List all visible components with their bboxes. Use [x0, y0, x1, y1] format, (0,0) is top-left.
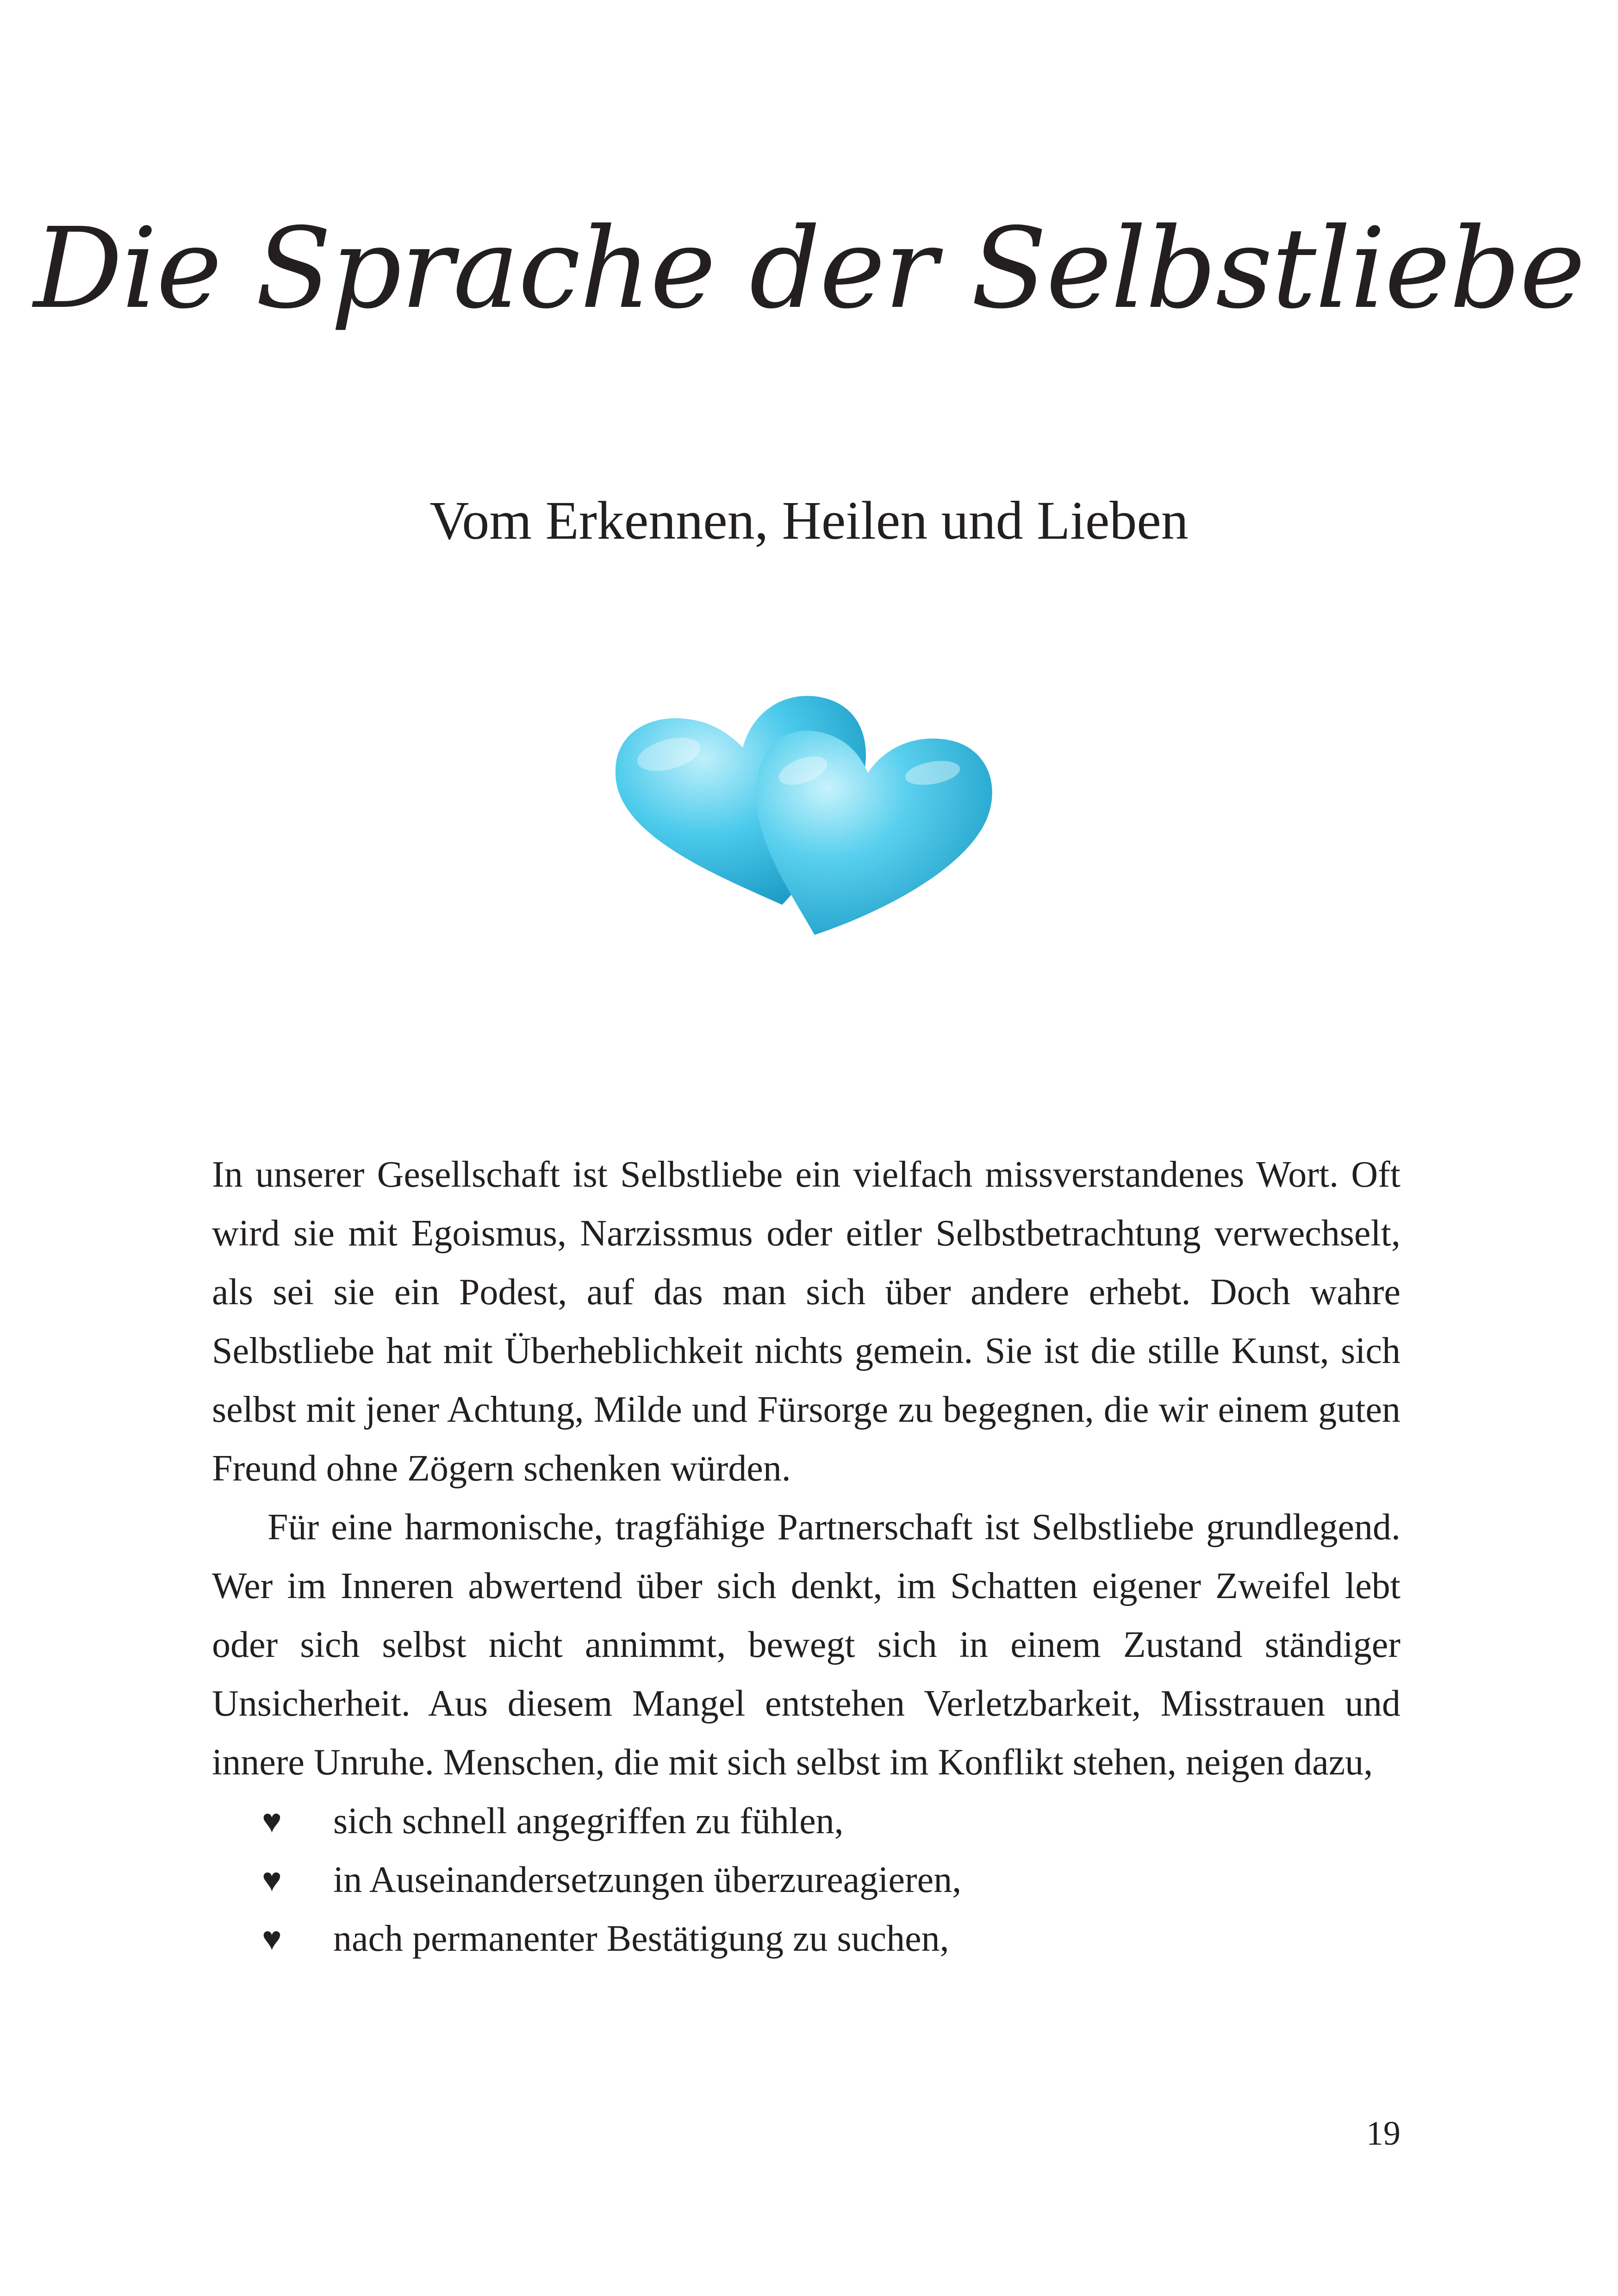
list-item-text: sich schnell angegriffen zu fühlen,: [333, 1801, 844, 1842]
page-subtitle: Vom Erkennen, Heilen und Lieben: [429, 490, 1189, 551]
list-item-text: in Auseinandersetzungen überzureagieren,: [333, 1860, 962, 1900]
page-number: 19: [1366, 2115, 1400, 2153]
front-heart-icon: [756, 731, 992, 935]
bullet-list: [212, 1792, 1400, 1968]
paragraph-2: Für eine harmonische, tragfähige Partnerschaft ist Selbstliebe grundlegend. Wer im Inneren abwertend über sich denkt, im Schatten eigener Zweifel lebt oder sich selbst nicht annimmt, bewegt sich in einem Zustand ständiger Unsicherheit. Aus diesem Mangel entstehen Verletzbarkeit, Misstrauen und innere Unruhe. Menschen, die mit sich selbst im Konflikt stehen, neigen dazu,: [212, 1507, 1400, 1783]
body-text: [212, 1145, 1400, 1968]
list-item-text: nach permanenter Bestätigung zu suchen,: [333, 1918, 949, 1959]
heart-bullet-icon: ♥: [262, 1861, 282, 1898]
page-title: Die Sprache der Selbstliebe: [33, 204, 1585, 333]
list-item: [212, 1851, 1400, 1910]
list-item: [212, 1792, 1400, 1851]
heart-bullet-icon: ♥: [262, 1920, 282, 1957]
paragraph-1: In unserer Gesellschaft ist Selbstliebe ein vielfach missverstandenes Wort. Oft wird sie mit Egoismus, Narzissmus oder eitler Selbstbetrachtung verwechselt, als sei sie ein Podest, auf das man sich über andere erhebt. Doch wahre Selbstliebe hat mit Überheblichkeit nichts gemein. Sie ist die stille Kunst, sich selbst mit jener Achtung, Milde und Fürsorge zu begegnen, die wir einem guten Freund ohne Zögern schenken würden.: [212, 1154, 1400, 1489]
two-blue-hearts-icon: [599, 657, 1007, 944]
list-item: [212, 1910, 1400, 1968]
heart-bullet-icon: ♥: [262, 1803, 282, 1840]
